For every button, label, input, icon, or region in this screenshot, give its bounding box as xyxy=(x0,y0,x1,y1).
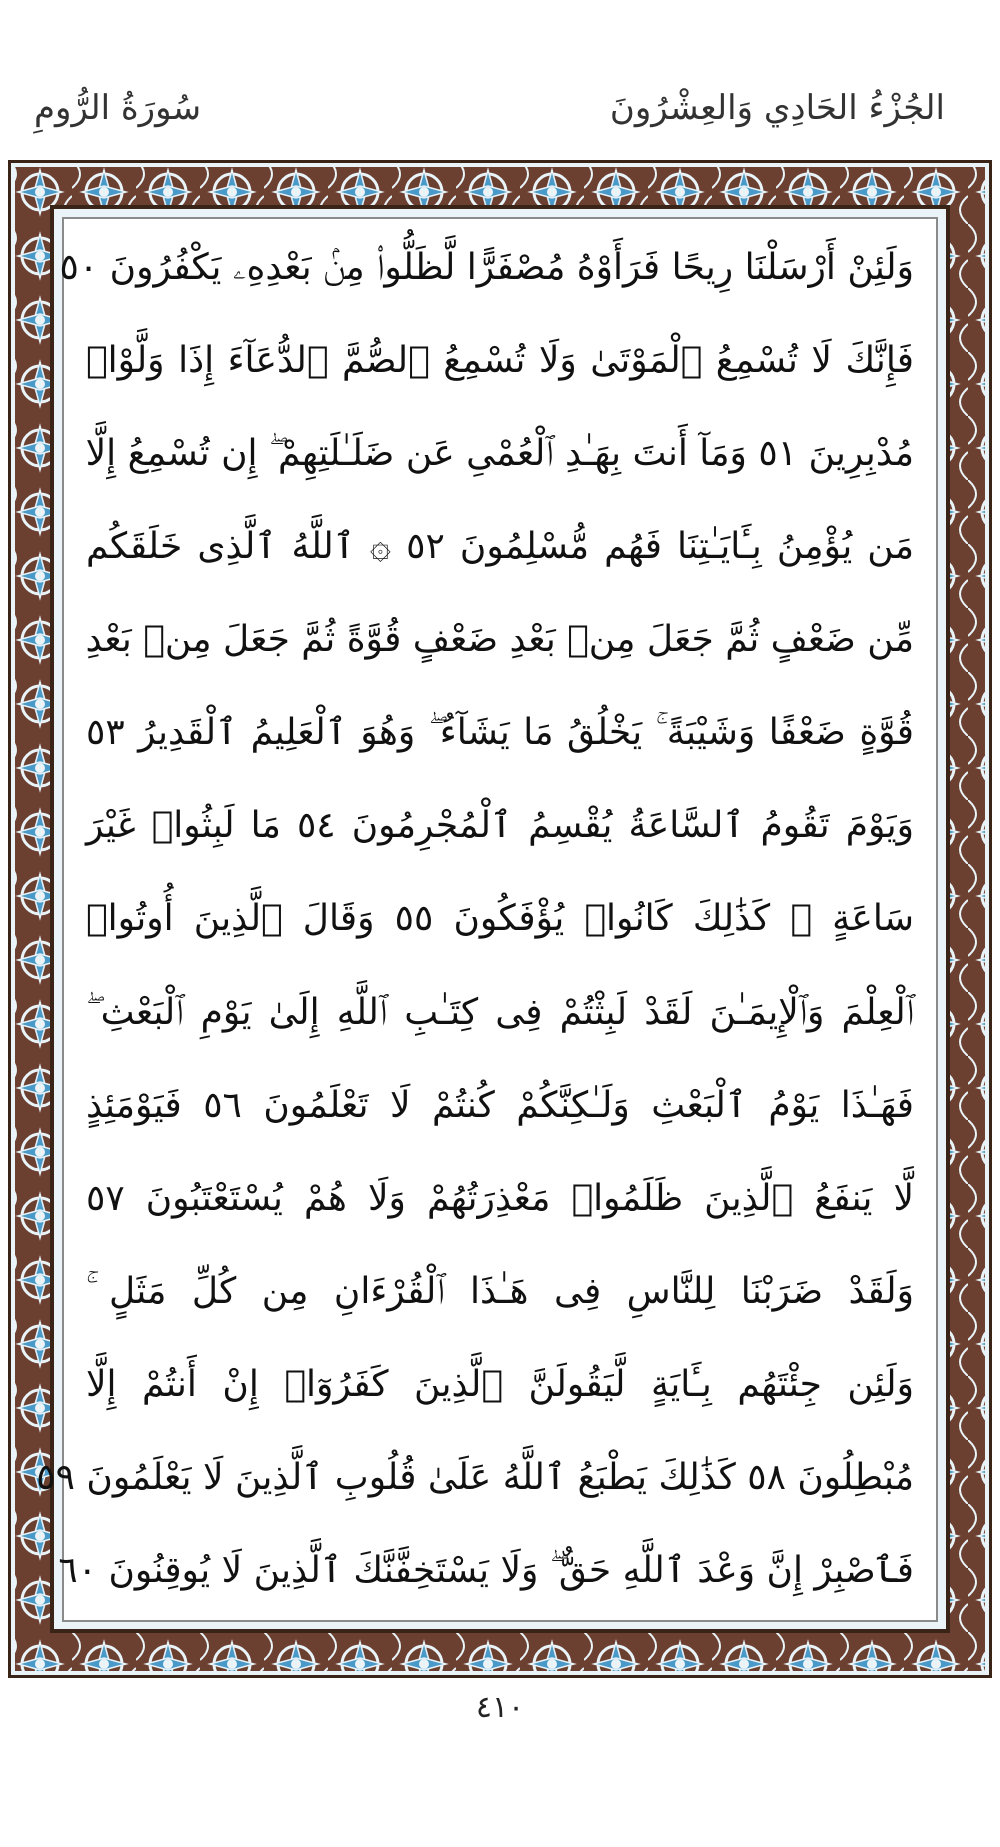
text-line-9: ٱلْعِلْمَ وَٱلْإِيمَـٰنَ لَقَدْ لَبِثْتُمْ فِى كِتَـٰبِ ٱللَّهِ إِلَىٰ يَوْمِ ٱلْبَعْثِ ۖ xyxy=(86,991,914,1033)
text-line-13: وَلَئِن جِئْتَهُم بِـَٔايَةٍ لَّيَقُولَنَّ ٱلَّذِينَ كَفَرُوٓا۟ إِنْ أَنتُمْ إِلَّا xyxy=(86,1363,914,1405)
text-line-4: مَن يُؤْمِنُ بِـَٔايَـٰتِنَا فَهُم مُّسْلِمُونَ ٥٢ ۞ ٱللَّهُ ٱلَّذِى خَلَقَكُم xyxy=(86,526,914,568)
text-line-15: فَٱصْبِرْ إِنَّ وَعْدَ ٱللَّهِ حَقٌّ ۖ وَلَا يَسْتَخِفَّنَّكَ ٱلَّذِينَ لَا يُوقِنُونَ ٦٠ xyxy=(58,1549,914,1591)
juz-title: الجُزْءُ الحَادِي وَالعِشْرُونَ xyxy=(609,88,945,128)
text-panel xyxy=(36,217,938,1622)
text-lines xyxy=(36,227,914,1612)
text-line-14: مُبْطِلُونَ ٥٨ كَذَٰلِكَ يَطْبَعُ ٱللَّهُ عَلَىٰ قُلُوبِ ٱلَّذِينَ لَا يَعْلَمُونَ ٥٩ xyxy=(36,1456,914,1498)
text-line-6: قُوَّةٍ ضَعْفًا وَشَيْبَةً ۚ يَخْلُقُ مَا يَشَآءُ ۖ وَهُوَ ٱلْعَلِيمُ ٱلْقَدِيرُ ٥٣ xyxy=(86,712,914,754)
text-line-3: مُدْبِرِينَ ٥١ وَمَآ أَنتَ بِهَـٰدِ ٱلْعُمْىِ عَن ضَلَـٰلَتِهِمْ ۖ إِن تُسْمِعُ إِلَّا xyxy=(85,433,914,475)
text-line-2: فَإِنَّكَ لَا تُسْمِعُ ٱلْمَوْتَىٰ وَلَا تُسْمِعُ ٱلصُّمَّ ٱلدُّعَآءَ إِذَا وَلَّوْا۟ xyxy=(86,340,914,382)
text-line-5: مِّن ضَعْفٍ ثُمَّ جَعَلَ مِنۢ بَعْدِ ضَعْفٍ قُوَّةً ثُمَّ جَعَلَ مِنۢ بَعْدِ xyxy=(85,619,914,661)
text-line-12: وَلَقَدْ ضَرَبْنَا لِلنَّاسِ فِى هَـٰذَا ٱلْقُرْءَانِ مِن كُلِّ مَثَلٍ ۚ xyxy=(86,1270,914,1312)
page-header xyxy=(0,0,1000,160)
text-line-11: لَّا يَنفَعُ ٱلَّذِينَ ظَلَمُوا۟ مَعْذِرَتُهُمْ وَلَا هُمْ يُسْتَعْتَبُونَ ٥٧ xyxy=(86,1177,914,1219)
surah-title: سُورَةُ الرُّومِ xyxy=(34,88,202,128)
text-line-10: فَهَـٰذَا يَوْمُ ٱلْبَعْثِ وَلَـٰكِنَّكُمْ كُنتُمْ لَا تَعْلَمُونَ ٥٦ فَيَوْمَئِذٍ xyxy=(86,1084,914,1126)
text-line-7: وَيَوْمَ تَقُومُ ٱلسَّاعَةُ يُقْسِمُ ٱلْمُجْرِمُونَ ٥٤ مَا لَبِثُوا۟ غَيْرَ xyxy=(86,805,914,847)
page-number: ٤١٠ xyxy=(475,1690,525,1725)
text-line-8: سَاعَةٍ ۚ كَذَٰلِكَ كَانُوا۟ يُؤْفَكُونَ ٥٥ وَقَالَ ٱلَّذِينَ أُوتُوا۟ xyxy=(86,898,914,940)
text-line-1: وَلَئِنْ أَرْسَلْنَا رِيحًا فَرَأَوْهُ مُصْفَرًّا لَّظَلُّوا۟ مِنۢ بَعْدِهِۦ يَكْفُرُونَ ٥٠ xyxy=(59,247,914,288)
